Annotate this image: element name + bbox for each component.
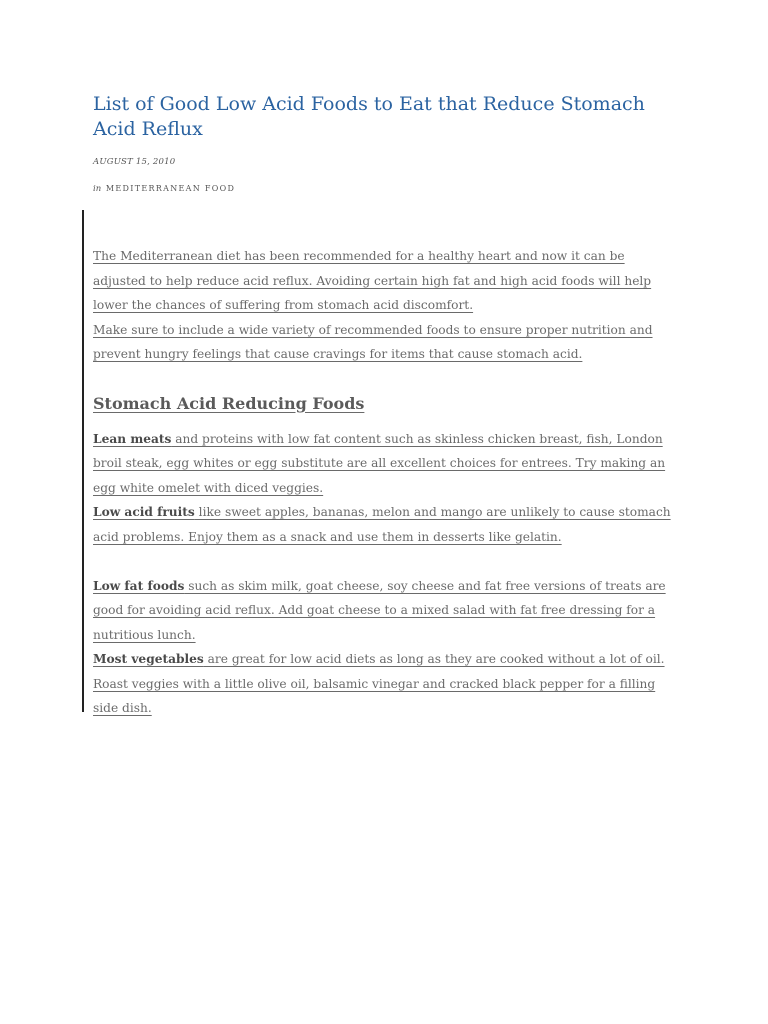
food-item-low-fat-foods[interactable] (93, 574, 681, 648)
food-item-text: like sweet apples, bananas, melon and mango are unlikely to cause stomach acid problems. Enjoy them as a snack and use them in desserts like gelatin. (93, 505, 671, 544)
food-item-title: Low acid fruits (93, 505, 195, 519)
intro-paragraph[interactable]: Make sure to include a wide variety of recommended foods to ensure proper nutrition and prevent hungry feelings that cause cravings for items that cause stomach acid. (93, 322, 653, 361)
post-category (93, 184, 235, 194)
category-prefix: in (93, 184, 102, 194)
section-heading[interactable]: Stomach Acid Reducing Foods (93, 393, 365, 413)
food-item-title: Low fat foods (93, 578, 185, 593)
food-item-title: Most vegetables (93, 652, 204, 666)
intro-paragraph[interactable]: The Mediterranean diet has been recommended for a healthy heart and now it can be adjusted to help reduce acid reflux. Avoiding certain high fat and high acid foods will help lower the chances of suffering from stomach acid discomfort. (93, 249, 652, 312)
blockquote-bar (82, 210, 84, 712)
food-item-text: and proteins with low fat content such as skinless chicken breast, fish, London broil steak, egg whites or egg substitute are all excellent choices for entrees. Try making an egg white omelet with diced veggies. (93, 431, 666, 495)
food-item-text: such as skim milk, goat cheese, soy cheese and fat free versions of treats are good for avoiding acid reflux. Add goat cheese to a mixed salad with fat free dressing for a nutritious lunch. (93, 578, 666, 642)
food-item-text: are great for low acid diets as long as they are cooked without a lot of oil. Roast veggies with a little olive oil, balsamic vinegar and cracked black pepper for a filling side dish. (93, 652, 665, 715)
post-date: AUGUST 15, 2010 (93, 157, 176, 167)
category-link[interactable]: MEDITERRANEAN FOOD (105, 184, 236, 193)
page-title: List of Good Low Acid Foods to Eat that Reduce Stomach Acid Reflux (93, 93, 645, 140)
food-item-lean-meats[interactable] (93, 427, 681, 501)
food-item-title: Lean meats (93, 431, 172, 446)
food-item-low-acid-fruits[interactable] (93, 500, 681, 549)
article-body (93, 244, 681, 721)
food-item-most-vegetables[interactable] (93, 647, 681, 721)
paragraph-spacer (93, 549, 681, 574)
